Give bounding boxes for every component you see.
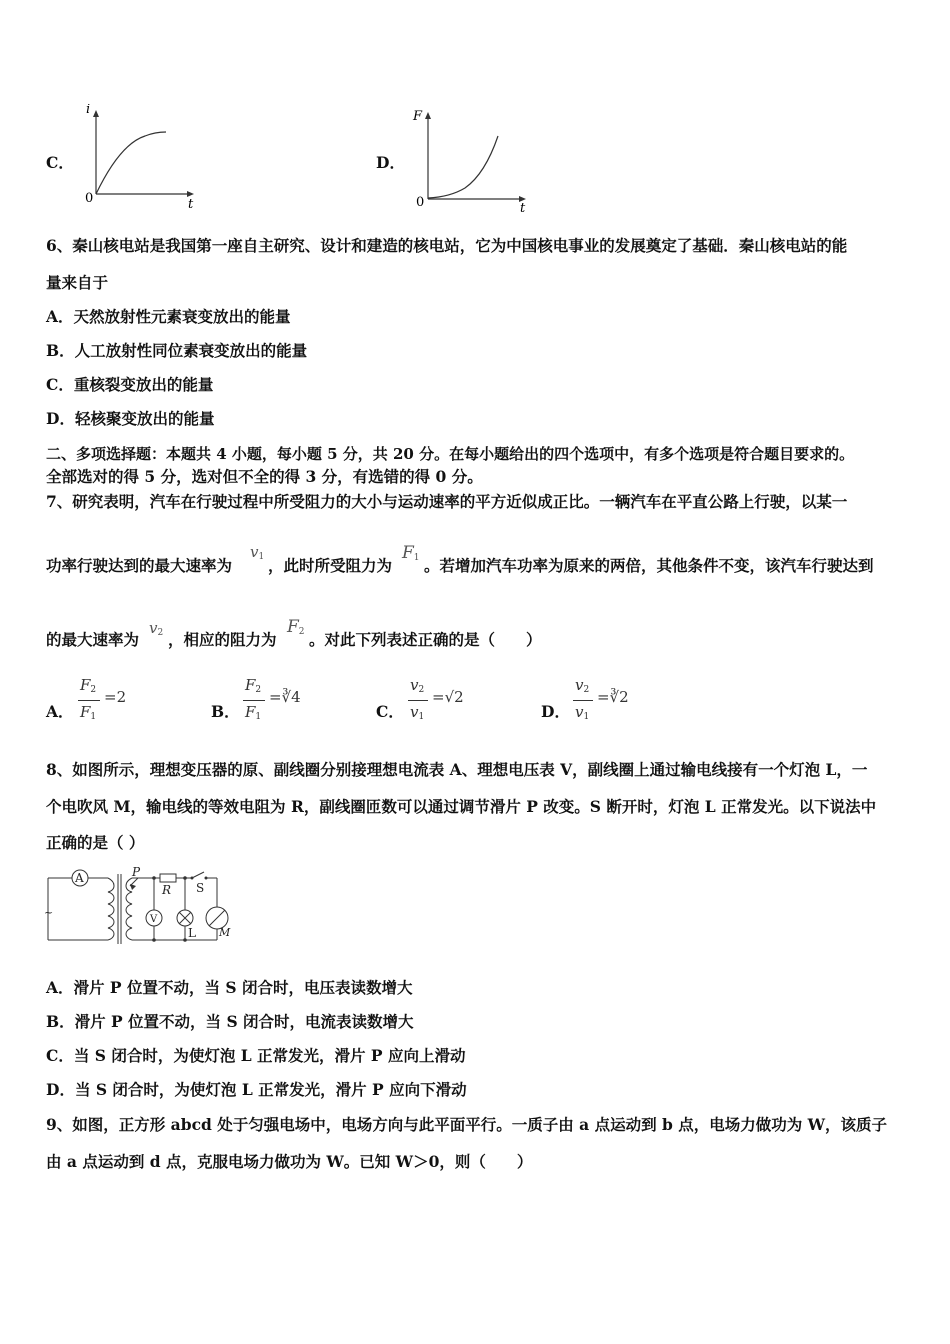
q7-option-c-letter: C． bbox=[376, 702, 404, 721]
q7-line3-b: ，相应的阻力为 bbox=[168, 630, 277, 649]
q6-line2: 量来自于 bbox=[46, 273, 109, 292]
option-d-label: D． bbox=[376, 153, 405, 172]
q7-line3-a: 的最大速率为 bbox=[46, 630, 140, 649]
q9-line1: 9、如图，正方形 abcd 处于匀强电场中，电场方向与此平面平行。一质子由 a 点运动到 b 点，电场力做功为 W，该质子 bbox=[46, 1115, 888, 1134]
graph-c-x-label: t bbox=[188, 197, 194, 212]
q8-line1: 8、如图所示，理想变压器的原、副线圈分别接理想电流表 A、理想电压表 V，副线圈上通过输电线接有一个灯泡 L，一 bbox=[46, 760, 868, 779]
section2-line1: 二、多项选择题：本题共 4 小题，每小题 5 分，共 20 分。在每小题给出的四个选项中，有多个选项是符合题目要求的。 bbox=[46, 445, 855, 463]
q6-line1: 6、秦山核电站是我国第一座自主研究、设计和建造的核电站，它为中国核电事业的发展奠定了基础．秦山核电站的能 bbox=[46, 236, 848, 255]
q7-option-a-letter: A． bbox=[46, 702, 74, 721]
graph-d-origin: 0 bbox=[416, 195, 425, 210]
q7-symbol-f2: $F_2$ bbox=[287, 617, 305, 637]
q8-option-c: C．当 S 闭合时，为使灯泡 L 正常发光，滑片 P 应向上滑动 bbox=[46, 1046, 466, 1065]
q7-option-c-formula: $v_2$ $v_1$ =√2 bbox=[410, 676, 464, 722]
q7-option-b-letter: B． bbox=[211, 702, 240, 721]
resistor-label: R bbox=[162, 883, 172, 897]
q6-option-d: D．轻核聚变放出的能量 bbox=[46, 409, 215, 428]
q9-line2: 由 a 点运动到 d 点，克服电场力做功为 W。已知 W＞0，则（ ） bbox=[46, 1152, 533, 1171]
ac-source-symbol: ~ bbox=[44, 906, 54, 919]
q7-option-d-formula: $v_2$ $v_1$ =∛2 bbox=[575, 676, 629, 722]
lamp-label: L bbox=[188, 926, 196, 940]
q7-line3-c: 。对此下列表述正确的是（ ） bbox=[309, 630, 542, 649]
q7-symbol-v1: $v_1$ bbox=[250, 543, 265, 562]
graph-c bbox=[80, 104, 200, 214]
q8-option-d: D．当 S 闭合时，为使灯泡 L 正常发光，滑片 P 应向下滑动 bbox=[46, 1080, 467, 1099]
q7-option-d-letter: D． bbox=[541, 702, 570, 721]
section2-line2: 全部选对的得 5 分，选对但不全的得 3 分，有选错的得 0 分。 bbox=[46, 467, 483, 486]
voltmeter-label: V bbox=[150, 914, 158, 925]
graph-d bbox=[410, 104, 535, 216]
q8-option-a: A．滑片 P 位置不动，当 S 闭合时，电压表读数增大 bbox=[46, 978, 413, 997]
q8-line3: 正确的是（ ） bbox=[46, 833, 145, 852]
graph-d-y-label: F bbox=[413, 109, 423, 124]
q7-line2-c: 。若增加汽车功率为原来的两倍，其他条件不变，该汽车行驶达到 bbox=[424, 556, 874, 575]
q6-option-b: B．人工放射性同位素衰变放出的能量 bbox=[46, 341, 308, 360]
option-c-label: C． bbox=[46, 153, 74, 172]
q7-option-a-formula: $F_2$ $F_1$ =2 bbox=[80, 676, 127, 722]
q7-line2-b: ，此时所受阻力为 bbox=[268, 556, 393, 575]
q7-symbol-f1: $F_1$ bbox=[402, 543, 420, 563]
graph-d-x-label: t bbox=[520, 201, 526, 216]
q7-option-b-formula: $F_2$ $F_1$ =∛4 bbox=[245, 676, 301, 722]
q6-option-c: C．重核裂变放出的能量 bbox=[46, 375, 214, 394]
graph-c-origin: 0 bbox=[85, 191, 94, 206]
q7-symbol-v2: $v_2$ bbox=[149, 619, 164, 638]
slider-label: P bbox=[132, 866, 141, 879]
switch-label: S bbox=[196, 881, 205, 895]
q7-line2-a: 功率行驶达到的最大速率为 bbox=[46, 556, 233, 575]
q6-option-a: A．天然放射性元素衰变放出的能量 bbox=[46, 307, 291, 326]
q7-line1: 7、研究表明，汽车在行驶过程中所受阻力的大小与运动速率的平方近似成正比。一辆汽车在平直公路上行驶，以某一 bbox=[46, 492, 848, 511]
ammeter-label: A bbox=[75, 871, 84, 885]
motor-label: M bbox=[219, 926, 231, 939]
graph-c-y-label: i bbox=[86, 104, 91, 117]
q8-line2: 个电吹风 M，输电线的等效电阻为 R，副线圈匝数可以通过调节滑片 P 改变。S 断开时，灯泡 L 正常发光。以下说法中 bbox=[46, 797, 877, 816]
q8-option-b: B．滑片 P 位置不动，当 S 闭合时，电流表读数增大 bbox=[46, 1012, 414, 1031]
q8-circuit-diagram bbox=[42, 866, 247, 948]
